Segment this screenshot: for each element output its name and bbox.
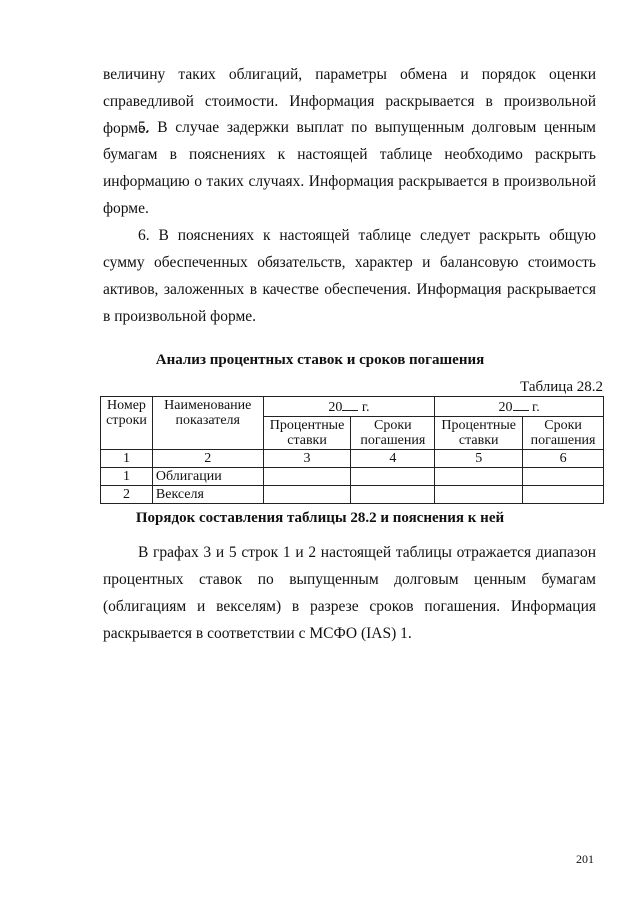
empty-cell [523, 486, 604, 504]
interest-rates-table [100, 396, 604, 504]
header-rates-1-line2: ставки [287, 433, 327, 448]
table-row [101, 486, 604, 504]
table-title: Анализ процентных ставок и сроков погашения [155, 352, 485, 368]
year-2-blank [513, 398, 529, 411]
paragraph-instructions: В графах 3 и 5 строк 1 и 2 настоящей таблицы отражается диапазон процентных ставок по выпущенным долговым ценным бумагам (облигациям и векселям) в разрезе сроков погашения. Информация раскрывается в соответствии с МСФО (IAS) 1. [103, 544, 596, 642]
empty-cell [435, 486, 523, 504]
year-2-suffix: г. [532, 400, 540, 415]
header-row-number-line2: строки [106, 413, 147, 428]
header-terms-2-line2: погашения [530, 433, 596, 448]
table-row [101, 468, 604, 486]
year-1-blank [342, 398, 358, 411]
row-indicator: Векселя [152, 486, 263, 504]
header-terms-2 [523, 417, 604, 450]
header-indicator-line2: показателя [175, 413, 240, 428]
paragraph-continued: величину таких облигаций, параметры обмена и порядок оценки справедливой стоимости. Информация раскрывается в произвольной форме. [103, 66, 596, 137]
year-2-prefix: 20 [498, 400, 513, 415]
header-terms-1-line1: Сроки [374, 418, 412, 433]
row-indicator: Облигации [152, 468, 263, 486]
header-rates-2 [435, 417, 523, 450]
column-numbers-row [101, 450, 604, 468]
header-rates-2-line1: Процентные [441, 418, 516, 433]
row-number: 2 [101, 486, 153, 504]
header-row-number [101, 397, 153, 450]
header-year-1 [263, 397, 435, 417]
header-terms-1 [351, 417, 435, 450]
page-number: 201 [576, 852, 594, 866]
header-rates-1-line1: Процентные [269, 418, 345, 433]
header-terms-1-line2: погашения [360, 433, 426, 448]
paragraph-item-6: 6. В пояснениях к настоящей таблице следует раскрыть общую сумму обеспеченных обязательств, характер и балансовую стоимость активов, заложенных в качестве обеспечения. Информация раскрывается в произвольной форме. [103, 227, 596, 325]
year-1-prefix: 20 [328, 400, 343, 415]
year-1-suffix: г. [361, 400, 370, 415]
column-number: 5 [435, 450, 523, 468]
column-number: 1 [101, 450, 153, 468]
header-rates-2-line2: ставки [458, 433, 499, 448]
table-header-row [101, 397, 604, 417]
column-number: 4 [351, 450, 435, 468]
empty-cell [351, 468, 435, 486]
row-number: 1 [101, 468, 153, 486]
empty-cell [523, 468, 604, 486]
header-year-2 [435, 397, 604, 417]
empty-cell [435, 468, 523, 486]
empty-cell [263, 468, 351, 486]
header-rates-1 [263, 417, 351, 450]
instructions-title: Порядок составления таблицы 28.2 и пояснения к ней [135, 510, 505, 526]
column-number: 6 [523, 450, 604, 468]
table-caption: Таблица 28.2 [520, 379, 603, 395]
header-indicator [152, 397, 263, 450]
empty-cell [351, 486, 435, 504]
header-terms-2-line1: Сроки [544, 418, 582, 433]
column-number: 3 [263, 450, 351, 468]
column-number: 2 [152, 450, 263, 468]
header-row-number-line1: Номер [107, 398, 146, 413]
empty-cell [263, 486, 351, 504]
header-indicator-line1: Наименование [164, 398, 252, 413]
paragraph-item-5: 5. В случае задержки выплат по выпущенным долговым ценным бумагам в пояснениях к настоящей таблице необходимо раскрыть информацию о таких случаях. Информация раскрывается в произвольной форме. [103, 119, 596, 217]
